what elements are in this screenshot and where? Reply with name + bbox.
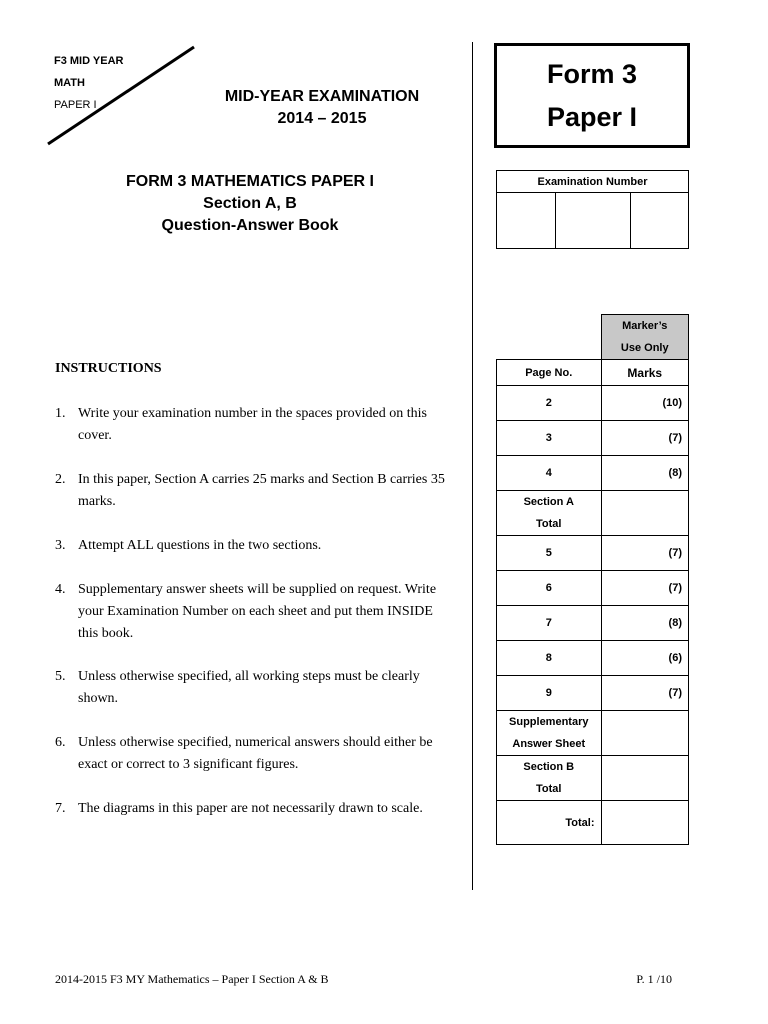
- table-row: [497, 711, 689, 756]
- instruction-number: 4.: [55, 582, 66, 597]
- row-page: 3: [497, 421, 602, 456]
- row-page: 4: [497, 456, 602, 491]
- table-row: [497, 606, 689, 641]
- marks-table: [496, 314, 689, 845]
- instruction-text: Unless otherwise specified, all working steps must be clearly shown.: [78, 669, 420, 706]
- paper-title-block: [60, 171, 440, 237]
- instruction-number: 3.: [55, 538, 66, 553]
- instruction-text: Write your examination number in the spaces provided on this cover.: [78, 406, 427, 443]
- col-marks-header: Marks: [601, 360, 689, 386]
- instruction-number: 6.: [55, 735, 66, 750]
- row-page: [497, 711, 602, 756]
- paper-sections: Section A, B: [203, 195, 297, 212]
- instruction-item: [55, 579, 455, 645]
- row-page: 8: [497, 641, 602, 676]
- marker-line-1: Marker’s: [622, 320, 668, 332]
- row-page-line-1: Section B: [523, 761, 575, 773]
- corner-diagonal-line: [46, 44, 198, 148]
- row-marks[interactable]: (10): [601, 386, 689, 421]
- instruction-item: [55, 666, 455, 710]
- exam-year: 2014 – 2015: [277, 110, 367, 127]
- instruction-item: [55, 403, 455, 447]
- instruction-item: [55, 732, 455, 776]
- table-row: [497, 801, 689, 845]
- paper-book: Question-Answer Book: [161, 217, 339, 234]
- table-row: [497, 491, 689, 536]
- table-row: [497, 456, 689, 491]
- row-page-line-1: Section A: [523, 496, 574, 508]
- row-page-line-2: Total: [536, 783, 562, 795]
- instruction-item: [55, 535, 455, 557]
- table-row: [497, 641, 689, 676]
- row-marks[interactable]: (7): [601, 536, 689, 571]
- row-page: [497, 756, 602, 801]
- instruction-text: Supplementary answer sheets will be supplied on request. Write your Examination Number on each sheet and put them INSIDE this book.: [78, 582, 437, 641]
- instruction-text: Unless otherwise specified, numerical answers should either be exact or correct to 3 significant figures.: [78, 735, 433, 772]
- table-row: [497, 386, 689, 421]
- row-page: 2: [497, 386, 602, 421]
- row-page: 7: [497, 606, 602, 641]
- table-row: [497, 536, 689, 571]
- instruction-text: Attempt ALL questions in the two sections.: [78, 538, 322, 553]
- instruction-number: 5.: [55, 669, 66, 684]
- exam-number-table: [496, 170, 689, 249]
- footer-page-number: P. 1 /10: [636, 972, 672, 986]
- row-marks[interactable]: (8): [601, 606, 689, 641]
- footer-left: 2014-2015 F3 MY Mathematics – Paper I Section A & B: [55, 972, 329, 986]
- marker-line-2: Use Only: [620, 342, 669, 354]
- col-page-header: Page No.: [497, 360, 602, 386]
- row-page: 5: [497, 536, 602, 571]
- row-page: 9: [497, 676, 602, 711]
- row-page: [497, 491, 602, 536]
- section-b-total-cell[interactable]: [601, 756, 689, 801]
- row-marks[interactable]: (7): [601, 421, 689, 456]
- row-marks[interactable]: (7): [601, 571, 689, 606]
- instructions-heading: INSTRUCTIONS: [55, 361, 162, 376]
- exam-title-block: [200, 86, 444, 130]
- grand-total-cell[interactable]: [601, 801, 689, 845]
- instruction-number: 7.: [55, 801, 66, 816]
- table-row: [497, 421, 689, 456]
- row-page-line-2: Answer Sheet: [512, 738, 586, 750]
- instruction-text: The diagrams in this paper are not necessarily drawn to scale.: [78, 801, 423, 816]
- row-page: 6: [497, 571, 602, 606]
- row-marks[interactable]: (7): [601, 676, 689, 711]
- exam-number-label: Examination Number: [497, 171, 689, 193]
- exam-number-box-2[interactable]: [556, 193, 631, 249]
- instruction-item: [55, 798, 455, 820]
- row-marks[interactable]: (6): [601, 641, 689, 676]
- corner-line-1: F3 MID YEAR: [54, 55, 124, 67]
- paper-line: Paper I: [546, 101, 638, 132]
- instruction-item: [55, 469, 455, 513]
- form-paper-box: [494, 43, 690, 148]
- table-row: [497, 571, 689, 606]
- section-a-total-cell[interactable]: [601, 491, 689, 536]
- corner-line-3: PAPER I: [54, 99, 97, 111]
- supplementary-cell[interactable]: [601, 711, 689, 756]
- paper-subject: FORM 3 MATHEMATICS PAPER I: [126, 173, 374, 190]
- table-row: [497, 676, 689, 711]
- exam-number-box-1[interactable]: [497, 193, 556, 249]
- row-marks[interactable]: (8): [601, 456, 689, 491]
- form-line: Form 3: [546, 58, 638, 89]
- corner-line-2: MATH: [54, 77, 85, 89]
- table-row: [497, 756, 689, 801]
- marker-use-only-header: [601, 315, 689, 360]
- instruction-text: In this paper, Section A carries 25 marks and Section B carries 35 marks.: [78, 472, 445, 509]
- vertical-divider: [472, 42, 473, 890]
- exam-title: MID-YEAR EXAMINATION: [224, 88, 420, 105]
- exam-number-box-3[interactable]: [631, 193, 689, 249]
- instruction-number: 1.: [55, 406, 66, 421]
- row-page-line-2: Total: [536, 518, 562, 530]
- instruction-number: 2.: [55, 472, 66, 487]
- grand-total-label: Total:: [497, 801, 602, 845]
- row-page-line-1: Supplementary: [509, 716, 589, 728]
